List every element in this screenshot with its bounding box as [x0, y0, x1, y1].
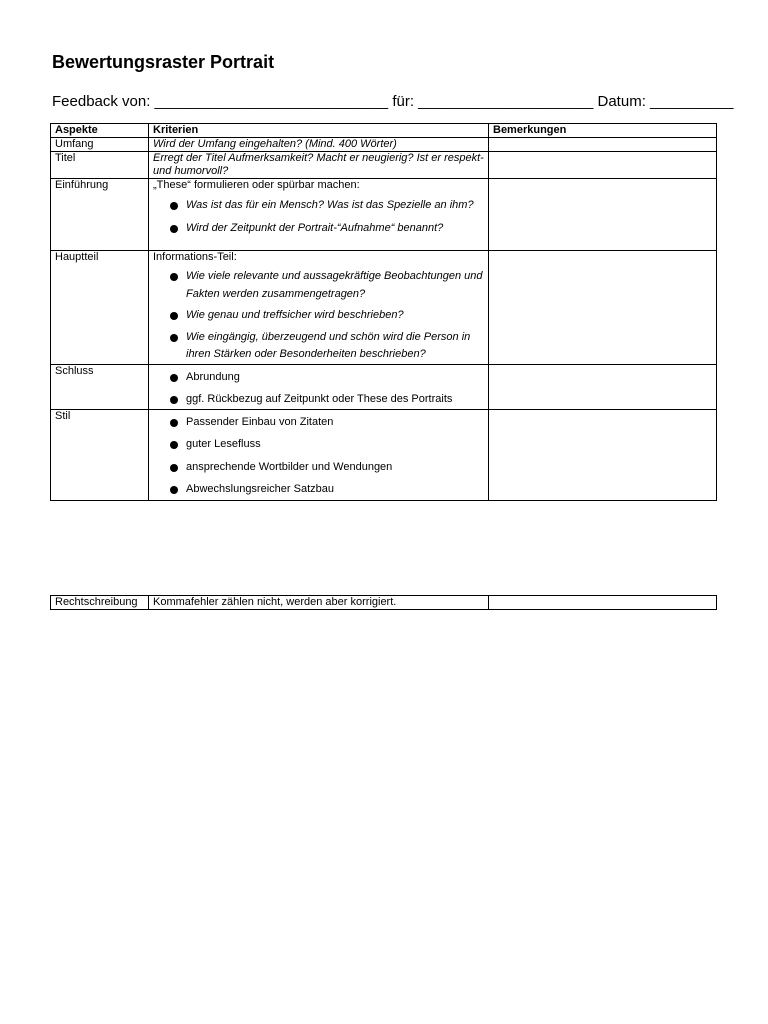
aspect-cell: Stil: [51, 409, 149, 500]
page-title: Bewertungsraster Portrait: [52, 52, 275, 72]
table-row: [51, 596, 717, 610]
table-row: [51, 364, 717, 409]
aspect-cell: Titel: [51, 152, 149, 179]
criteria-cell: Kommafehler zählen nicht, werden aber korrigiert.: [149, 596, 489, 610]
criteria-cell: [149, 251, 489, 365]
header-aspects: Aspekte: [51, 124, 149, 138]
feedback-line: Feedback von: ____________________________ für: _____________________ Datum: __________: [52, 93, 734, 110]
table-row: [51, 251, 717, 365]
remarks-cell: [489, 179, 717, 251]
table-row: [51, 179, 717, 251]
header-criteria: Kriterien: [149, 124, 489, 138]
remarks-cell: [489, 251, 717, 365]
table-row: [51, 409, 717, 500]
table-row: [51, 138, 717, 152]
table-header-row: [51, 124, 717, 138]
aspect-cell: Hauptteil: [51, 251, 149, 365]
table-row: [51, 152, 717, 179]
list-item: Abrundung: [153, 369, 484, 387]
criteria-cell: [149, 409, 489, 500]
criteria-cell: [149, 364, 489, 409]
assessment-table: [50, 123, 717, 501]
spelling-table: [50, 595, 717, 610]
criteria-list: [153, 268, 484, 364]
list-item: ansprechende Wortbilder und Wendungen: [153, 459, 484, 477]
remarks-cell: [489, 409, 717, 500]
criteria-cell: Erregt der Titel Aufmerksamkeit? Macht er neugierig? Ist er respekt- und humorvoll?: [149, 152, 489, 179]
remarks-cell: [489, 138, 717, 152]
remarks-cell: [489, 596, 717, 610]
criteria-cell: [149, 179, 489, 251]
aspect-cell: Umfang: [51, 138, 149, 152]
list-item: Was ist das für ein Mensch? Was ist das Spezielle an ihm?: [153, 197, 484, 215]
criteria-list: [153, 197, 484, 237]
list-item: Wird der Zeitpunkt der Portrait-“Aufnahme“ benannt?: [153, 220, 484, 238]
list-item: Wie genau und treffsicher wird beschrieben?: [153, 307, 484, 325]
remarks-cell: [489, 364, 717, 409]
list-item: Passender Einbau von Zitaten: [153, 414, 484, 432]
criteria-intro: Informations-Teil:: [153, 251, 237, 263]
list-item: Wie viele relevante und aussagekräftige Beobachtungen und Fakten werden zusammengetragen?: [153, 268, 484, 303]
aspect-cell: Schluss: [51, 364, 149, 409]
list-item: Wie eingängig, überzeugend und schön wird die Person in ihren Stärken oder Besonderheiten beschrieben?: [153, 329, 484, 364]
list-item: Abwechslungsreicher Satzbau: [153, 481, 484, 499]
criteria-list: [153, 369, 484, 409]
aspect-cell: Rechtschreibung: [51, 596, 149, 610]
header-remarks: Bemerkungen: [489, 124, 717, 138]
criteria-list: [153, 414, 484, 499]
criteria-cell: Wird der Umfang eingehalten? (Mind. 400 Wörter): [149, 138, 489, 152]
aspect-cell: Einführung: [51, 179, 149, 251]
remarks-cell: [489, 152, 717, 179]
criteria-intro: „These“ formulieren oder spürbar machen:: [153, 179, 360, 191]
list-item: guter Lesefluss: [153, 436, 484, 454]
list-item: ggf. Rückbezug auf Zeitpunkt oder These des Portraits: [153, 391, 484, 409]
